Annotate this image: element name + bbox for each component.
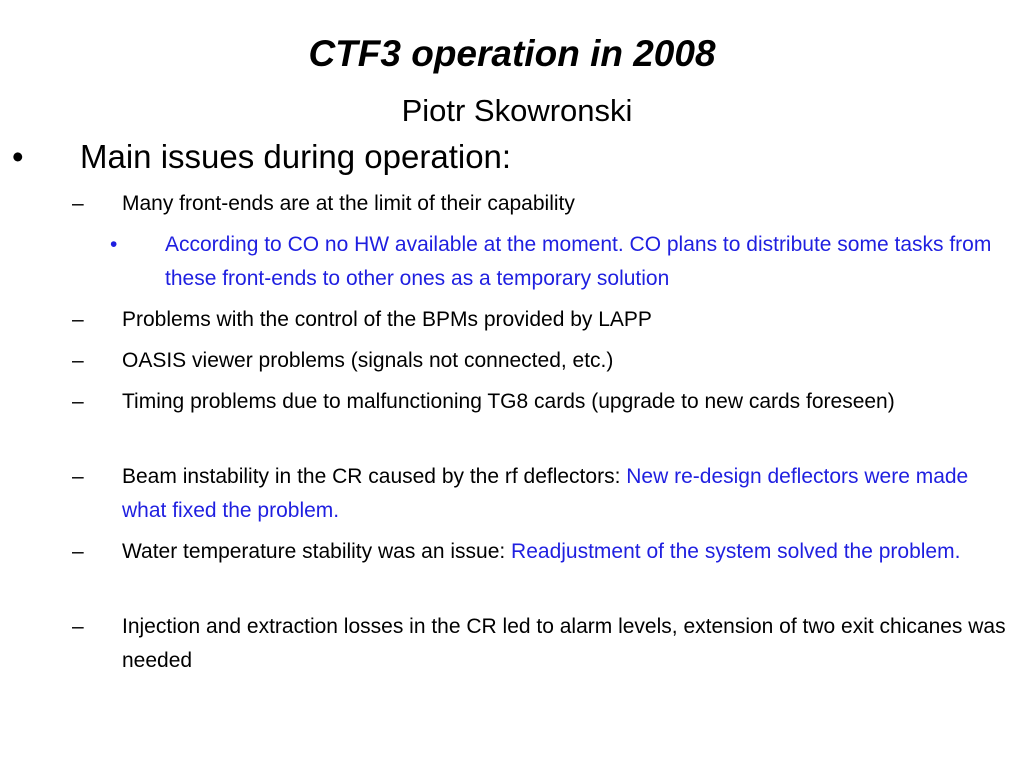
list-item-text: Water temperature stability was an issue: xyxy=(122,540,512,563)
list-item xyxy=(72,535,1012,569)
bullet-dot-icon: • xyxy=(110,233,118,256)
dash-icon: – xyxy=(72,308,84,331)
list-item-text: Many front-ends are at the limit of their capability xyxy=(122,192,575,215)
dash-icon: – xyxy=(72,540,84,563)
list-item-highlight: New re-design deflectors were made what fixed the problem. xyxy=(122,465,969,522)
dash-icon: – xyxy=(72,349,84,372)
dash-icon: – xyxy=(72,390,84,413)
list-item xyxy=(72,344,1012,378)
list-item-text: OASIS viewer problems (signals not connected, etc.) xyxy=(122,349,614,372)
dash-icon: – xyxy=(72,615,84,638)
list-item xyxy=(72,187,1012,221)
list-item xyxy=(72,460,1012,528)
sub-list-item xyxy=(110,228,1015,296)
list-item-text: Injection and extraction losses in the CR led to alarm levels, extension of two exit chicanes was needed xyxy=(122,615,1006,672)
bullet-dot-icon: • xyxy=(12,138,24,175)
dash-icon: – xyxy=(72,465,84,488)
list-item-text: Beam instability in the CR caused by the rf deflectors: xyxy=(122,465,627,488)
list-item-text: Timing problems due to malfunctioning TG8 cards (upgrade to new cards foreseen) xyxy=(122,390,895,413)
slide-author: Piotr Skowronski xyxy=(401,93,633,128)
list-item xyxy=(72,385,1012,419)
list-item-text: Problems with the control of the BPMs provided by LAPP xyxy=(122,308,652,331)
slide-title: CTF3 operation in 2008 xyxy=(308,33,716,74)
sub-list-item-text: According to CO no HW available at the moment. CO plans to distribute some tasks from these front-ends to other ones as a temporary solution xyxy=(165,233,992,290)
list-item xyxy=(72,303,1012,337)
main-bullet-text: Main issues during operation: xyxy=(80,138,512,175)
list-item xyxy=(72,610,1012,678)
list-item-highlight: Readjustment of the system solved the problem. xyxy=(511,540,961,563)
dash-icon: – xyxy=(72,192,84,215)
